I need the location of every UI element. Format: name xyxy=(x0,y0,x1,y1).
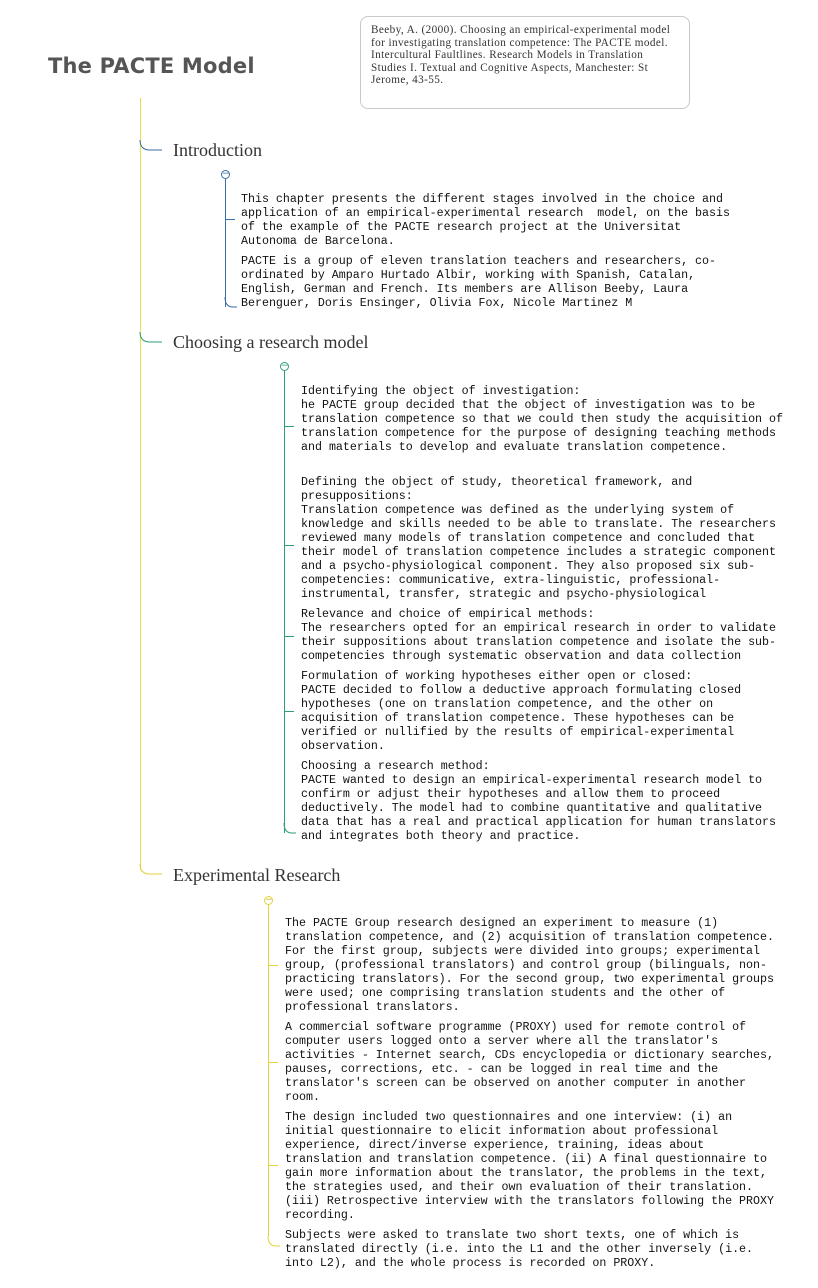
topic-introduction[interactable]: Introduction xyxy=(173,140,262,160)
choosing-note-tick-1 xyxy=(284,426,294,427)
experimental-note-curve xyxy=(268,1236,282,1248)
experimental-note-questionnaires[interactable]: The design included two questionnaires and one interview: (i) an initial questionnaire to elicit information about professional experience, direct/inverse experience, training, ideas about translation and translation competence. (ii) A final questionnaire to gain more information about the translator, the problems in the text, the strategies used, and their own evaluation of their translation. (iii) Retrospective interview with the translators following the PROXY recording. xyxy=(285,1111,774,1222)
choosing-note-identifying-object[interactable]: Identifying the object of investigation: he PACTE group decided that the object of investigation was to be translation competence so that we could then study the acquisition of translation competence for the purpose of designing teaching methods and materials to develop and evaluate translation competence. xyxy=(301,385,784,454)
choosing-note-tick-4 xyxy=(284,711,294,712)
trunk-curve-choosing xyxy=(140,332,164,344)
experimental-note-translation-task[interactable]: Subjects were asked to translate two short texts, one of which is translated directly (i.e. into the L1 and the other inversely (i.e. into L2), and the whole process is recorded on PROXY. xyxy=(285,1229,754,1270)
choosing-note-empirical-methods[interactable]: Relevance and choice of empirical methods: The researchers opted for an empirical research in order to validate their suppositions about translation competence and isolate the sub- competencies through systematic observation and data collection xyxy=(301,608,777,663)
experimental-note-tick-3 xyxy=(268,1165,278,1166)
citation-callout[interactable]: Beeby, A. (2000). Choosing an empirical-experimental model for investigating translation competence: The PACTE model. Intercultural Faultlines. Research Models in Translation Studies I. Textual and Cognitive Aspects, Manchester: St Jerome, 43-55. xyxy=(360,16,690,109)
topic-experimental-research[interactable]: Experimental Research xyxy=(173,865,341,885)
introduction-note-tick xyxy=(225,219,235,220)
choosing-note-defining-object[interactable]: Defining the object of study, theoretical framework, and presuppositions: Translation competence was defined as the underlying system of knowledge and skills needed to be able to translate. The researchers reviewed many models of translation competence and concluded that their model of translation competence includes a strategic component and a psycho-physiological component. They also proposed six sub- competencies: communicative, extra-linguistic, professional- instrumental, transfer, strategic and psycho-physiological xyxy=(301,476,777,601)
introduction-note-curve xyxy=(225,297,239,309)
main-trunk-line xyxy=(140,98,141,870)
trunk-curve-introduction xyxy=(140,140,164,152)
introduction-note-1[interactable]: This chapter presents the different stages involved in the choice and application of an empirical-experimental research model, on the basis of the example of the PACTE research project at the Universitat Autonoma de Barcelona. xyxy=(241,193,730,248)
choosing-note-research-method[interactable]: Choosing a research method: PACTE wanted to design an empirical-experimental research model to confirm or adjust their hypotheses and allow them to proceed deductively. The model had to combine quantitative and qualitative data that has a real and practical application for human translators and integrates both theory and practice. xyxy=(301,760,777,843)
experimental-note-tick-1 xyxy=(268,965,278,966)
collapse-toggle-experimental[interactable]: − xyxy=(265,895,273,905)
trunk-curve-experimental xyxy=(140,864,164,876)
collapse-toggle-choosing[interactable]: − xyxy=(281,361,289,371)
collapse-toggle-introduction[interactable]: − xyxy=(222,169,230,179)
experimental-note-design[interactable]: The PACTE Group research designed an experiment to measure (1) translation competence, and (2) acquisition of translation competence. For the first group, subjects were divided into groups; experimental group, (professional translators) and control group (bilinguals, non- practicing translators). For the second group, two experimental groups were used; one comprising translation students and the other of professional translators. xyxy=(285,917,774,1014)
choosing-note-working-hypotheses[interactable]: Formulation of working hypotheses either open or closed: PACTE decided to follow a deductive approach formulating closed hypotheses (one on translation competence, and the other on acquisition of translation competence. These hypotheses can be verified or nullified by the results of empirical-experimental observation. xyxy=(301,670,742,753)
choosing-note-tick-2 xyxy=(284,545,294,546)
experimental-note-proxy-software[interactable]: A commercial software programme (PROXY) used for remote control of computer users logged onto a server where all the translator's activities - Internet search, CDs encyclopedia or dictionary searches, pauses, corrections, etc. - can be logged in real time and the translator's screen can be observed on another computer in another room. xyxy=(285,1021,774,1104)
choosing-note-tick-3 xyxy=(284,636,294,637)
choosing-note-curve xyxy=(284,823,298,835)
introduction-note-2[interactable]: PACTE is a group of eleven translation teachers and researchers, co- ordinated by Amparo Hurtado Albir, working with Spanish, Catalan, English, German and French. Its members are Allison Beeby, Laura Berenguer, Doris Ensinger, Olivia Fox, Nicole Martinez M xyxy=(241,255,717,310)
experimental-note-tick-2 xyxy=(268,1062,278,1063)
root-topic-title[interactable]: The PACTE Model xyxy=(48,54,255,78)
experimental-connector-line xyxy=(268,905,269,1236)
topic-choosing-research-model[interactable]: Choosing a research model xyxy=(173,332,369,352)
choosing-connector-line xyxy=(284,371,285,833)
introduction-connector-line xyxy=(225,179,226,307)
